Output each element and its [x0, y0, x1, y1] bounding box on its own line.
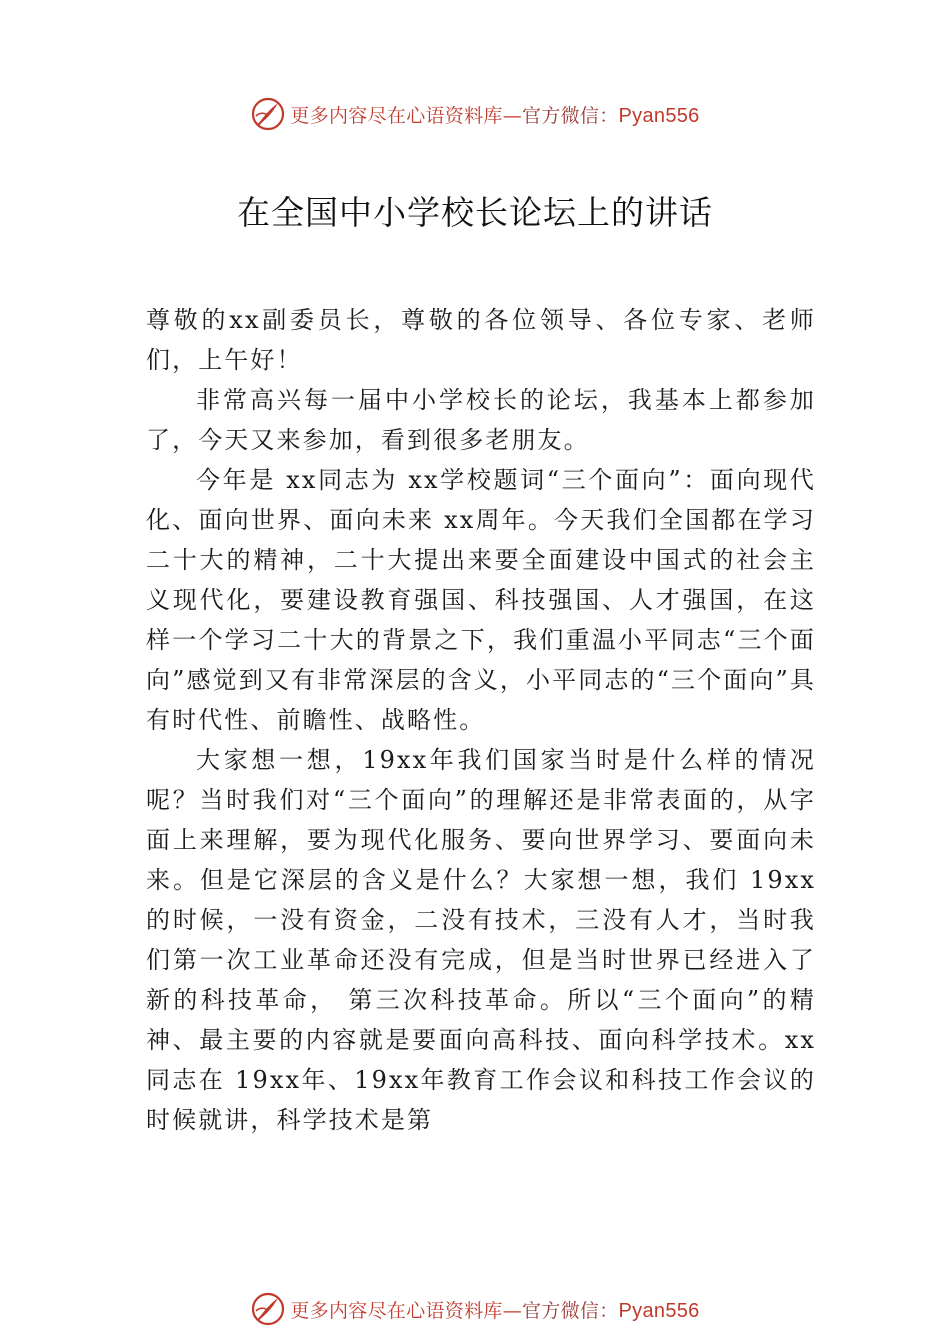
quill-logo-icon	[250, 96, 286, 132]
footer-banner-separator: —	[502, 1299, 523, 1322]
header-banner-wechat-id: Pyan556	[618, 104, 700, 127]
paragraph: 大家想一想，19xx年我们国家当时是什么样的情况呢？当时我们对“三个面向”的理解还是非常表面的，从字面上来理解，要为现代化服务、要向世界学习、要面向未来。但是它深层的含义是什么？大家想一想，我们 19xx的时候，一没有资金，二没有技术，三没有人才，当时我们第一次工业革命还没有完成，但是当时世界已经进入了新的科技革命， 第三次科技革命。所以“三个面向”的精神、最主要的内容就是要面向高科技、面向科学技术。xx同志在 19xx年、19xx年教育工作会议和科技工作会议的时候就讲，科学技术是第	[146, 746, 816, 1134]
document-title: 在全国中小学校长论坛上的讲话	[237, 193, 713, 232]
paragraph: 今年是 xx同志为 xx学校题词“三个面向”：面向现代化、面向世界、面向未来 xx周年。今天我们全国都在学习二十大的精神，二十大提出来要全面建设中国式的社会主义现代化，要建设教育强国、科技强国、人才强国，在这样一个学习二十大的背景之下，我们重温小平同志“三个面向”感觉到又有非常深层的含义，小平同志的“三个面向”具有时代性、前瞻性、战略性。	[146, 466, 816, 734]
footer-banner-wechat-id: Pyan556	[618, 1299, 700, 1322]
header-banner-text	[290, 101, 699, 128]
quill-logo-icon	[250, 1291, 286, 1327]
header-banner-label: 官方微信：	[522, 104, 619, 127]
document-body	[146, 300, 816, 1140]
footer-banner	[0, 1289, 950, 1329]
header-banner-separator: —	[502, 104, 523, 127]
footer-banner-slogan: 更多内容尽在心语资料库	[290, 1299, 503, 1322]
footer-banner-text	[290, 1296, 699, 1323]
paragraph: 非常高兴每一届中小学校长的论坛，我基本上都参加了，今天又来参加，看到很多老朋友。	[146, 386, 816, 454]
header-banner-slogan: 更多内容尽在心语资料库	[290, 104, 503, 127]
footer-banner-label: 官方微信：	[522, 1299, 619, 1322]
paragraph-greeting: 尊敬的xx副委员长，尊敬的各位领导、各位专家、老师们，上午好！	[146, 306, 816, 374]
header-banner	[0, 94, 950, 134]
